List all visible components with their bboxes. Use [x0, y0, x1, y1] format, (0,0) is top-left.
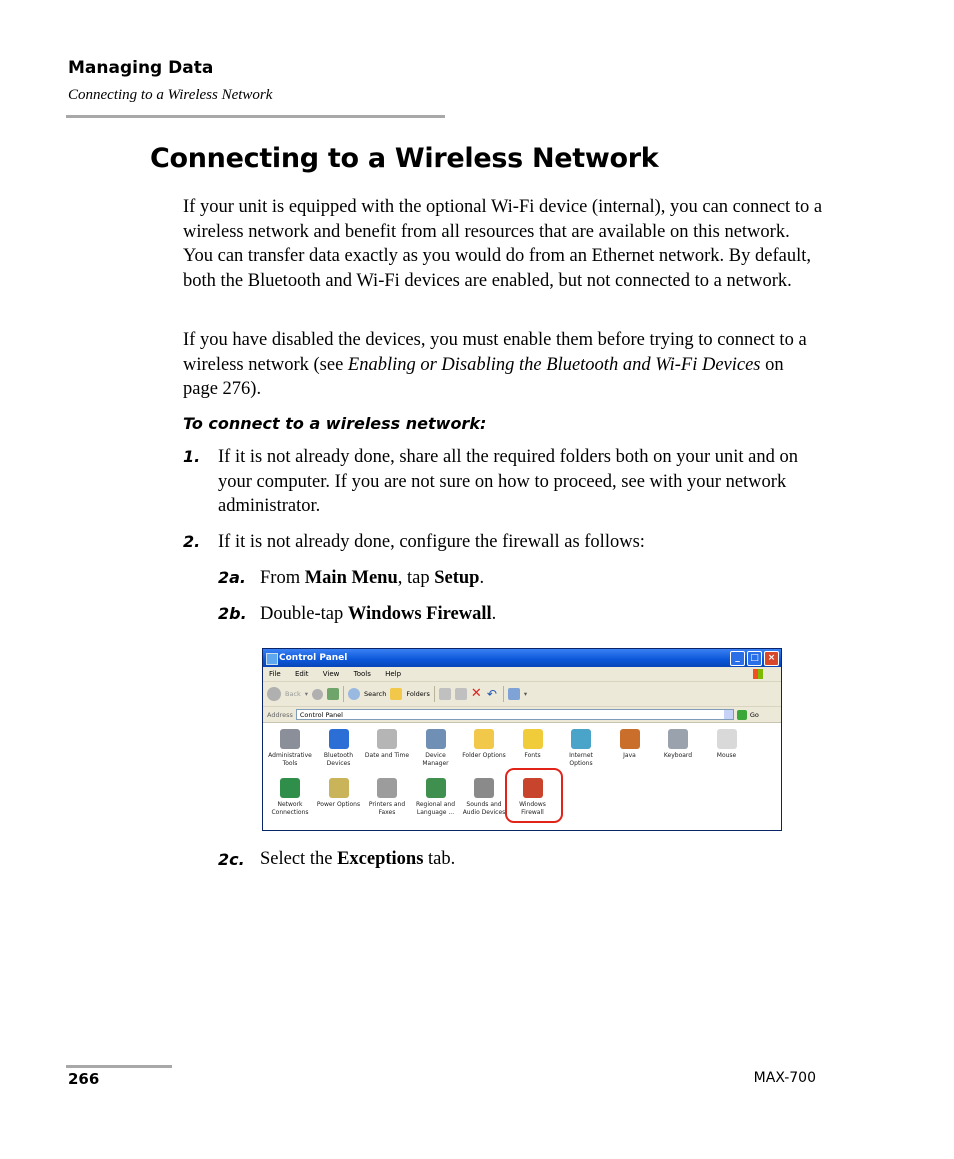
step-2a-text: From Main Menu, tap Setup. [260, 568, 485, 588]
search-button-label[interactable]: Search [364, 690, 387, 698]
cp-item-label-line2: Devices [326, 759, 351, 767]
cp-item-label: Fonts [524, 752, 541, 759]
step-2c-number: 2c. [218, 850, 245, 869]
windows-firewall-highlight [505, 768, 563, 823]
product-model: MAX-700 [753, 1070, 816, 1086]
go-button-label[interactable]: Go [749, 710, 759, 719]
cp-item-label-line2: Language ... [416, 808, 455, 816]
bluetooth-devices-icon [329, 729, 349, 749]
menu-edit[interactable]: Edit [294, 670, 309, 678]
cross-reference-link[interactable]: Enabling or Disabling the Bluetooth and Wi-Fi Devices [347, 354, 761, 375]
mouse-icon [717, 729, 737, 749]
cp-item-mouse[interactable] [701, 729, 753, 760]
cp-item-label: Folder Options [462, 752, 506, 759]
up-folder-icon[interactable] [327, 688, 339, 700]
internet-options-icon [571, 729, 591, 749]
address-input[interactable] [296, 709, 734, 720]
cp-item-fonts[interactable] [507, 729, 559, 760]
cp-item-label-line2: Audio Devices [462, 808, 506, 816]
cp-item-label: Device [425, 752, 446, 759]
header-rule [66, 115, 445, 118]
cp-item-label-line2: Tools [282, 759, 298, 767]
delete-icon[interactable]: ✕ [470, 686, 482, 701]
cp-item-device-manager[interactable] [410, 729, 462, 767]
cp-item-label: Network [277, 801, 303, 808]
toolbar: Back ▾ Search Folders ✕ ↶ ▾ [263, 682, 781, 707]
step-2-text: If it is not already done, configure the firewall as follows: [218, 532, 645, 552]
cp-item-keyboard[interactable] [652, 729, 704, 760]
cp-item-label: Regional and [415, 801, 456, 808]
control-panel-icon [266, 653, 278, 665]
windows-logo-icon [753, 669, 763, 679]
move-to-icon[interactable] [439, 688, 451, 700]
keyboard-icon [668, 729, 688, 749]
device-manager-icon [426, 729, 446, 749]
subsection-header: Connecting to a Wireless Network [68, 87, 273, 103]
printers-and-faxes-icon [377, 778, 397, 798]
section-header: Managing Data [68, 58, 214, 78]
address-label: Address [267, 710, 293, 719]
search-icon[interactable] [348, 688, 360, 700]
step-2b-number: 2b. [218, 604, 247, 623]
java-icon [620, 729, 640, 749]
procedure-title: To connect to a wireless network: [183, 414, 487, 433]
cp-item-administrative-tools[interactable] [264, 729, 316, 767]
network-connections-icon [280, 778, 300, 798]
cp-item-label: Administrative [268, 752, 312, 759]
window-titlebar [263, 649, 781, 667]
cp-item-date-and-time[interactable] [361, 729, 413, 760]
cp-item-network-connections[interactable] [264, 778, 316, 816]
folder-options-icon [474, 729, 494, 749]
cp-item-label: Printers and [368, 801, 406, 808]
page-number: 266 [68, 1070, 100, 1088]
step-2-number: 2. [183, 532, 201, 551]
cp-item-label: Windows [519, 801, 546, 808]
cp-item-label: Bluetooth [323, 752, 354, 759]
menu-file[interactable]: File [269, 670, 281, 678]
regional-and-language-icon [426, 778, 446, 798]
cp-item-bluetooth-devices[interactable] [313, 729, 365, 767]
step-2b-text: Double-tap Windows Firewall. [260, 604, 497, 624]
cp-item-label-line2: Manager [422, 759, 449, 767]
page-title: Connecting to a Wireless Network [150, 143, 659, 174]
cp-item-label: Power Options [316, 801, 361, 808]
cp-item-java[interactable] [604, 729, 656, 760]
sounds-and-audio-devices-icon [474, 778, 494, 798]
undo-icon[interactable]: ↶ [486, 687, 497, 701]
folders-icon[interactable] [390, 688, 402, 700]
cp-item-regional-and-language[interactable] [410, 778, 462, 816]
cp-item-label-line2: Options [569, 759, 593, 767]
step-2a-number: 2a. [218, 568, 247, 587]
date-and-time-icon [377, 729, 397, 749]
administrative-tools-icon [280, 729, 300, 749]
step-2c-text: Select the Exceptions tab. [260, 849, 456, 869]
cp-item-label: Sounds and [466, 801, 502, 808]
forward-arrow-icon[interactable] [312, 689, 323, 700]
step-1-text: If it is not already done, share all the required folders both on your unit and on your computer. If you are not sure on how to proceed, see with your network administrator. [218, 447, 799, 516]
cp-item-label-line2: Faxes [378, 808, 396, 816]
menu-view[interactable]: View [322, 670, 340, 678]
window-title: Control Panel [279, 653, 348, 663]
folders-button-label[interactable]: Folders [406, 690, 430, 698]
back-arrow-icon[interactable] [267, 687, 281, 701]
cp-item-power-options[interactable] [313, 778, 365, 809]
cp-item-label: Keyboard [663, 752, 693, 759]
close-icon[interactable]: × [764, 651, 779, 666]
cp-item-label: Date and Time [364, 752, 410, 759]
go-arrow-icon[interactable] [737, 710, 747, 720]
enable-paragraph [183, 328, 823, 402]
fonts-icon [523, 729, 543, 749]
address-bar [263, 707, 781, 723]
cp-item-label-line2: Connections [271, 808, 309, 816]
cp-item-internet-options[interactable] [555, 729, 607, 767]
menu-bar [263, 667, 781, 682]
cp-item-label: Mouse [716, 752, 737, 759]
views-icon[interactable] [508, 688, 520, 700]
cp-item-folder-options[interactable] [458, 729, 510, 760]
cp-item-label: Internet [569, 752, 593, 759]
p2-text-before: If you have disabled the devices, you must enable them before trying to connect to a wireless network (see [183, 330, 807, 375]
cp-item-label-line2: Firewall [521, 808, 544, 816]
intro-paragraph: If your unit is equipped with the optional Wi-Fi device (internal), you can connect to a wireless network and benefit from all resources that are available on this network. You can transfer data exactly as you would do from an Ethernet network. By default, both the Bluetooth and Wi-Fi devices are enabled, but not connected to a network. [183, 197, 823, 291]
p2-text-after: on page 276). [183, 354, 784, 399]
step-1-number: 1. [183, 447, 201, 466]
menu-help[interactable]: Help [385, 670, 402, 678]
minimize-icon[interactable]: _ [730, 651, 745, 666]
footer-rule [66, 1065, 172, 1068]
maximize-icon[interactable]: □ [747, 651, 762, 666]
cp-item-sounds-and-audio-devices[interactable] [458, 778, 510, 816]
cp-item-label: Java [623, 752, 636, 759]
cp-item-printers-and-faxes[interactable] [361, 778, 413, 816]
copy-to-icon[interactable] [455, 688, 467, 700]
back-button-label[interactable]: Back [285, 690, 301, 698]
address-dropdown-icon[interactable] [724, 710, 733, 719]
menu-tools[interactable]: Tools [353, 670, 371, 678]
address-value: Control Panel [299, 711, 343, 719]
power-options-icon [329, 778, 349, 798]
